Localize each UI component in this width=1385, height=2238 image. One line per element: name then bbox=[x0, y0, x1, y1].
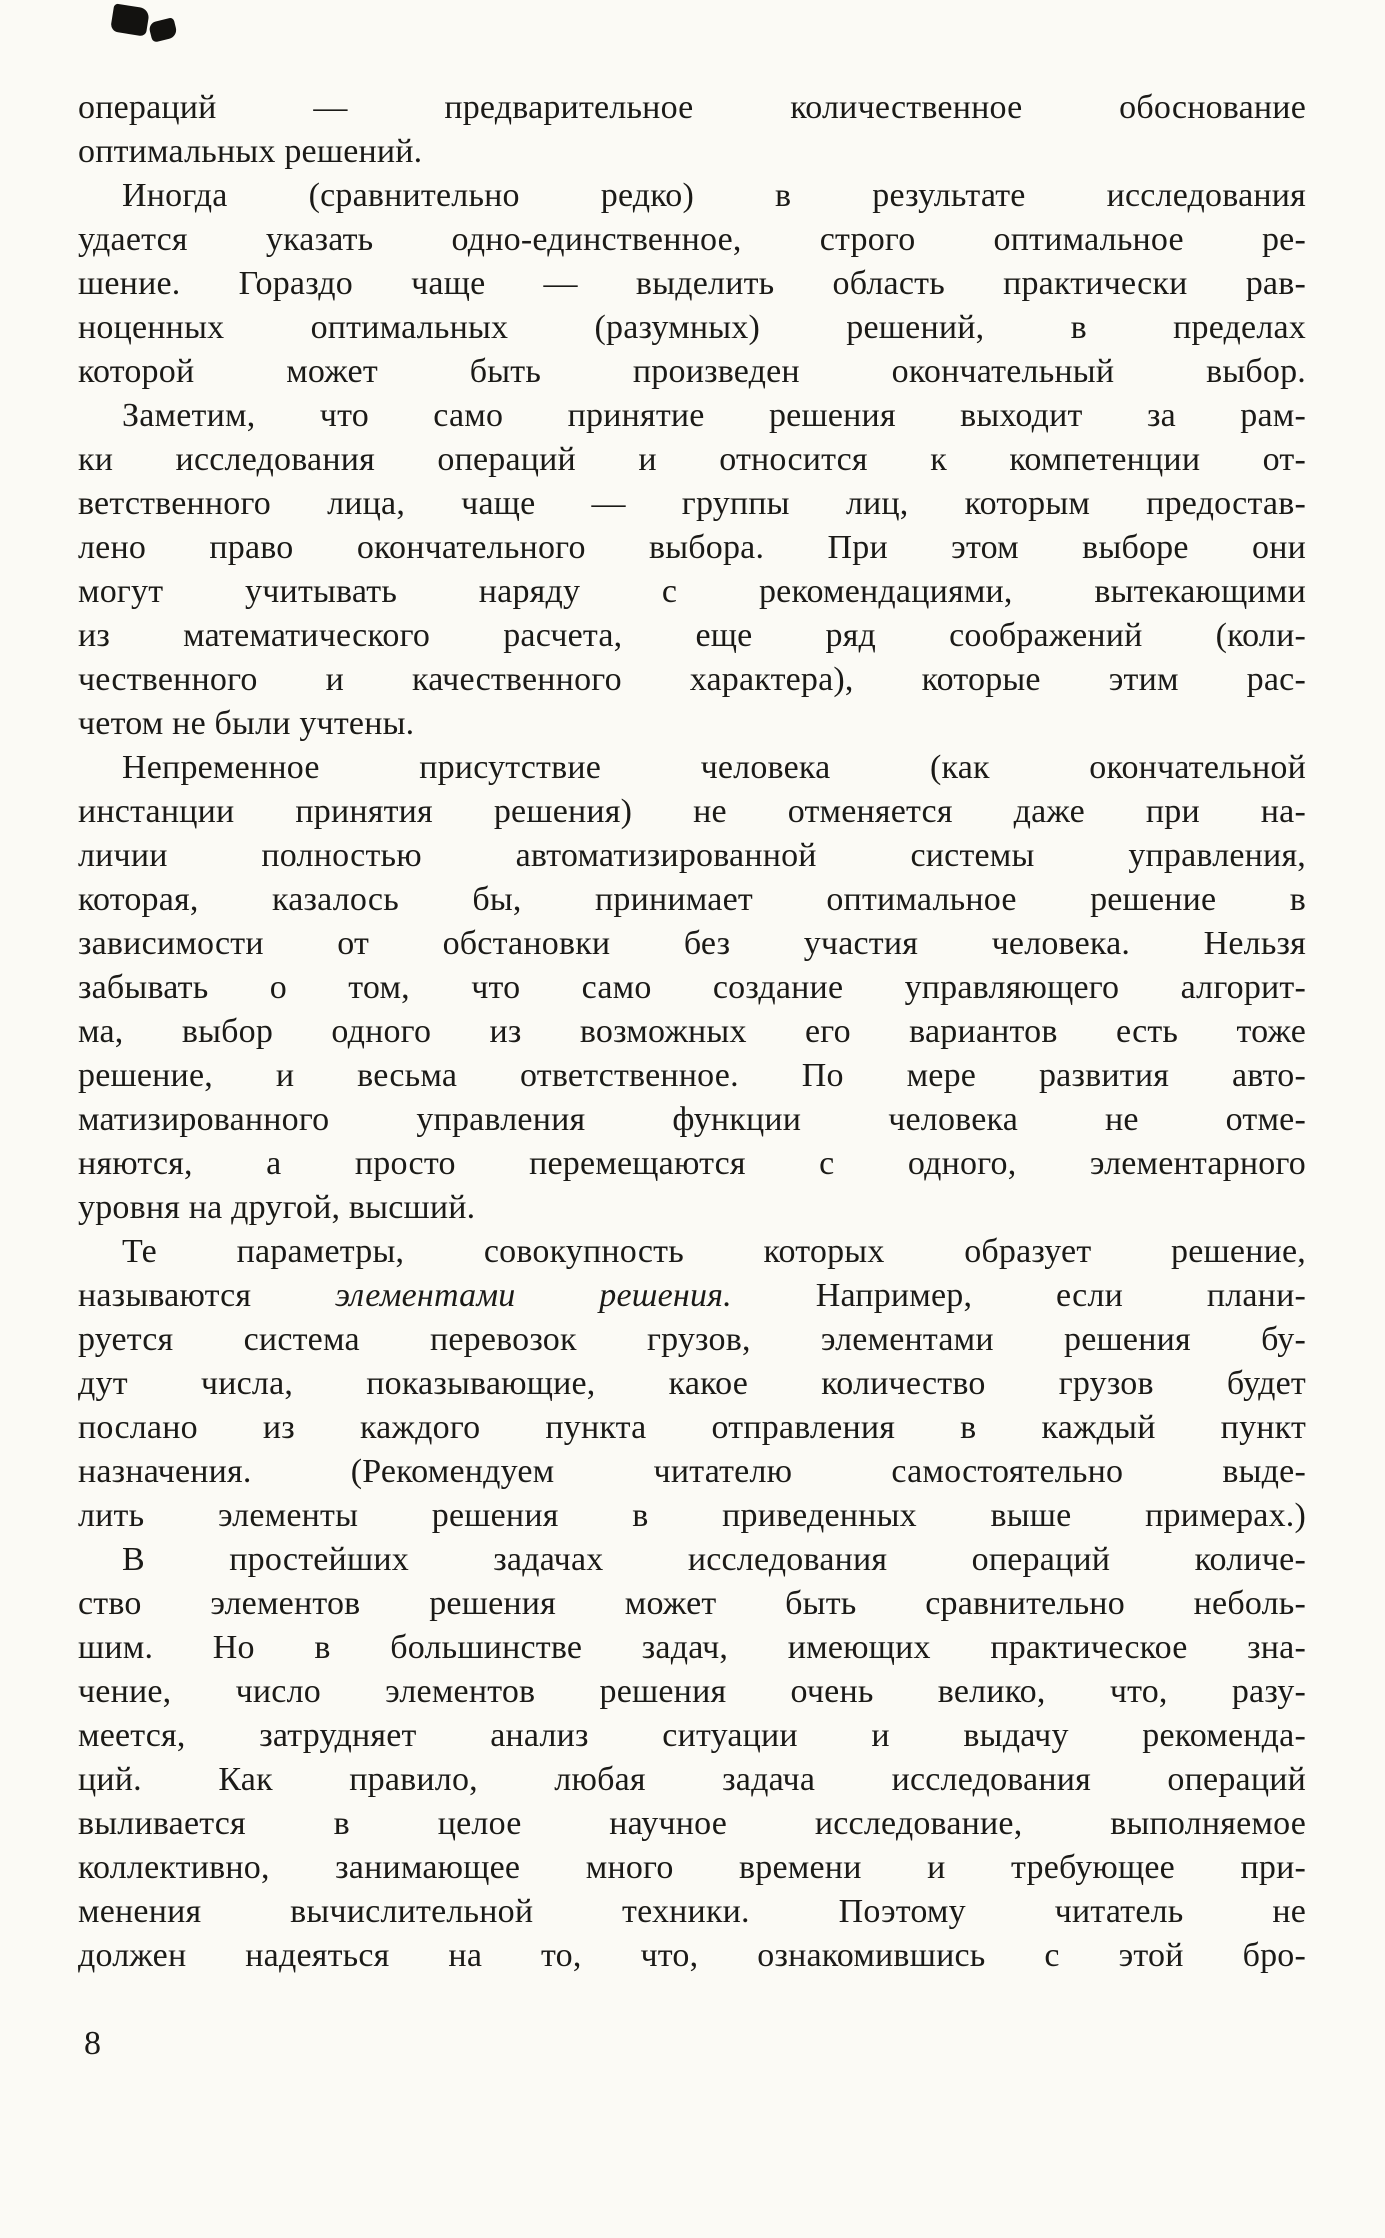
text-line bbox=[78, 1274, 1306, 1318]
text-line: коллективно, занимающее много времени и требующее при- bbox=[78, 1849, 1306, 1886]
text-line: могут учитывать наряду с рекомендациями, вытекающими bbox=[78, 573, 1306, 610]
text-line: операций — предварительное количественное обоснование bbox=[78, 89, 1306, 126]
page-number: 8 bbox=[84, 2025, 101, 2062]
text-line: чение, число элементов решения очень велико, что, разу- bbox=[78, 1673, 1306, 1710]
text-line: ки исследования операций и относится к компетенции от- bbox=[78, 441, 1306, 478]
text-line: Иногда (сравнительно редко) в результате исследования bbox=[122, 177, 1306, 214]
text-line: удается указать одно-единственное, строго оптимальное ре- bbox=[78, 221, 1306, 258]
text-line: забывать о том, что само создание управляющего алгорит- bbox=[78, 969, 1306, 1006]
text-line: Непременное присутствие человека (как окончательной bbox=[122, 749, 1306, 786]
italic-term: элементами решения. bbox=[335, 1277, 732, 1314]
text-line: няются, а просто перемещаются с одного, элементарного bbox=[78, 1145, 1306, 1182]
text-line: решение, и весьма ответственное. По мере развития авто- bbox=[78, 1057, 1306, 1094]
paragraph bbox=[78, 86, 1306, 174]
paragraph bbox=[78, 174, 1306, 394]
text-line: чественного и качественного характера), которые этим рас- bbox=[78, 661, 1306, 698]
text-line: назначения. (Рекомендуем читателю самостоятельно выде- bbox=[78, 1453, 1306, 1490]
text-line: ций. Как правило, любая задача исследования операций bbox=[78, 1761, 1306, 1798]
text-line: Заметим, что само принятие решения выходит за рам- bbox=[122, 397, 1306, 434]
text-line: В простейших задачах исследования операций количе- bbox=[122, 1541, 1306, 1578]
text-segment: называются bbox=[78, 1277, 336, 1314]
text-line: менения вычислительной техники. Поэтому читатель не bbox=[78, 1893, 1306, 1930]
text-segment: Например, если плани- bbox=[731, 1277, 1306, 1314]
paragraph bbox=[78, 394, 1306, 746]
text-line: лено право окончательного выбора. При этом выборе они bbox=[78, 529, 1306, 566]
page-text bbox=[78, 86, 1306, 1978]
paragraph bbox=[78, 1230, 1306, 1538]
text-line: выливается в целое научное исследование, выполняемое bbox=[78, 1805, 1306, 1842]
text-line: руется система перевозок грузов, элементами решения бу- bbox=[78, 1321, 1306, 1358]
text-line: ство элементов решения может быть сравнительно неболь- bbox=[78, 1585, 1306, 1622]
text-line: Те параметры, совокупность которых образует решение, bbox=[122, 1233, 1306, 1270]
text-line: которая, казалось бы, принимает оптимальное решение в bbox=[78, 881, 1306, 918]
text-line: лить элементы решения в приведенных выше примерах.) bbox=[78, 1497, 1306, 1534]
text-line: матизированного управления функции человека не отме- bbox=[78, 1101, 1306, 1138]
text-line: уровня на другой, высший. bbox=[78, 1189, 476, 1226]
text-line: ноценных оптимальных (разумных) решений, в пределах bbox=[78, 309, 1306, 346]
text-line: должен надеяться на то, что, ознакомившись с этой бро- bbox=[78, 1937, 1306, 1974]
scan-artifact bbox=[110, 3, 150, 36]
text-line: дут числа, показывающие, какое количество грузов будет bbox=[78, 1365, 1306, 1402]
text-line: оптимальных решений. bbox=[78, 133, 423, 170]
text-line: ма, выбор одного из возможных его вариантов есть тоже bbox=[78, 1013, 1306, 1050]
text-line: из математического расчета, еще ряд соображений (коли- bbox=[78, 617, 1306, 654]
paragraph bbox=[78, 746, 1306, 1230]
text-line: шение. Гораздо чаще — выделить область практически рав- bbox=[78, 265, 1306, 302]
text-line: послано из каждого пункта отправления в каждый пункт bbox=[78, 1409, 1306, 1446]
text-line: ветственного лица, чаще — группы лиц, которым предостав- bbox=[78, 485, 1306, 522]
text-line: шим. Но в большинстве задач, имеющих практическое зна- bbox=[78, 1629, 1306, 1666]
scan-artifact bbox=[148, 17, 178, 43]
text-line: четом не были учтены. bbox=[78, 705, 415, 742]
text-line: которой может быть произведен окончательный выбор. bbox=[78, 353, 1306, 390]
text-line: личии полностью автоматизированной системы управления, bbox=[78, 837, 1306, 874]
text-line: зависимости от обстановки без участия человека. Нельзя bbox=[78, 925, 1306, 962]
text-line: инстанции принятия решения) не отменяется даже при на- bbox=[78, 793, 1306, 830]
paragraph bbox=[78, 1538, 1306, 1978]
text-line: меется, затрудняет анализ ситуации и выдачу рекоменда- bbox=[78, 1717, 1306, 1754]
